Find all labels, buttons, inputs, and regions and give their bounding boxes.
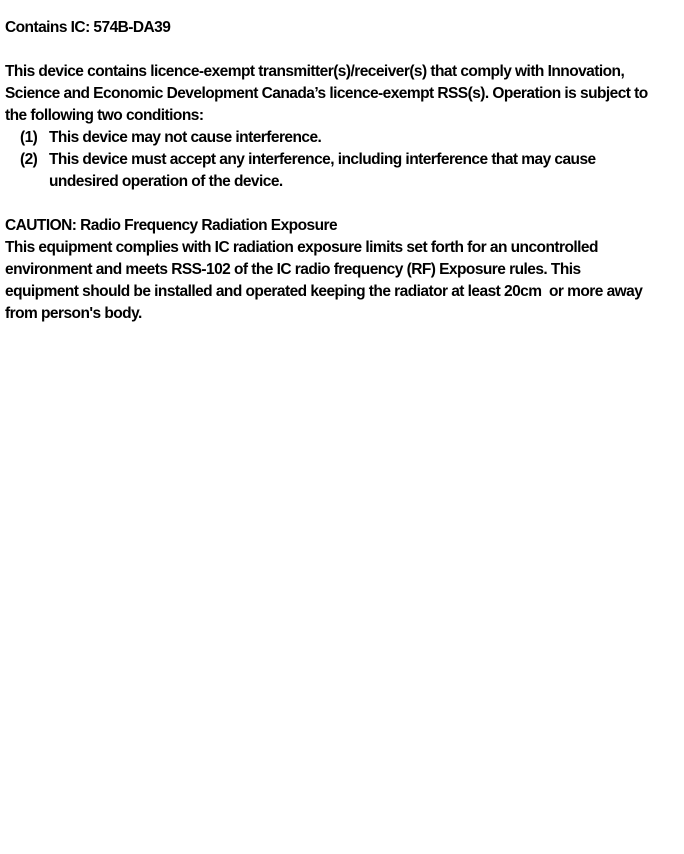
- text-line: This device must accept any interference, including interference that may cause: [49, 151, 596, 168]
- text-line: This equipment complies with IC radiation exposure limits set forth for an uncontrolled: [5, 239, 598, 256]
- conditions-list: [5, 127, 680, 193]
- caution-section: [5, 215, 680, 325]
- text-line: equipment should be installed and operated keeping the radiator at least 20cm or more away: [5, 283, 643, 300]
- device-compliance-statement: [5, 61, 680, 127]
- condition-item: [5, 149, 680, 193]
- text-line: undesired operation of the device.: [49, 173, 283, 190]
- text-line: This device may not cause interference.: [49, 129, 322, 146]
- text-line: This device contains licence-exempt transmitter(s)/receiver(s) that comply with Innovation,: [5, 63, 625, 80]
- condition-item: [5, 127, 680, 149]
- text-line: environment and meets RSS-102 of the IC radio frequency (RF) Exposure rules. This: [5, 261, 581, 278]
- caution-body: [5, 237, 680, 325]
- condition-marker: (2): [20, 151, 38, 168]
- caution-heading: CAUTION: Radio Frequency Radiation Exposure: [5, 217, 338, 234]
- text-line: the following two conditions:: [5, 107, 204, 124]
- condition-marker: (1): [20, 129, 38, 146]
- contains-ic-statement: [5, 17, 680, 39]
- text-line: Science and Economic Development Canada’s licence-exempt RSS(s). Operation is subject to: [5, 85, 648, 102]
- text-line: Contains IC: 574B-DA39: [5, 19, 171, 36]
- text-line: from person's body.: [5, 305, 142, 322]
